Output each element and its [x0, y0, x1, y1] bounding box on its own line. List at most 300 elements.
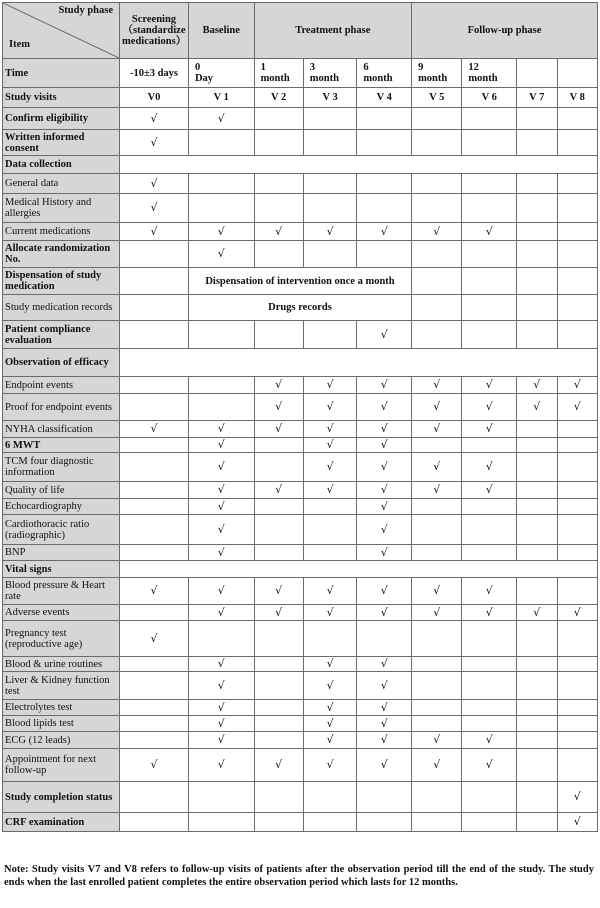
schedule-cell [462, 174, 517, 194]
check-mark-icon: √ [150, 631, 158, 645]
schedule-cell [188, 605, 254, 621]
schedule-cell [120, 672, 189, 700]
row-label: Proof for endpoint events [3, 394, 120, 421]
schedule-row [3, 438, 598, 453]
check-mark-icon: √ [217, 716, 225, 730]
section-blank-cell [120, 349, 598, 377]
schedule-cell [357, 421, 412, 438]
schedule-cell [120, 268, 189, 295]
schedule-cell [357, 130, 412, 156]
row-label: Allocate randomization No. [3, 241, 120, 268]
schedule-cell [462, 268, 517, 295]
schedule-cell [517, 545, 557, 561]
schedule-cell [254, 421, 303, 438]
row-label: Data collection [3, 156, 120, 174]
check-mark-icon: √ [275, 224, 283, 238]
schedule-cell [357, 716, 412, 732]
schedule-cell [357, 782, 412, 813]
row-label: Blood pressure & Heart rate [3, 578, 120, 605]
check-mark-icon: √ [380, 758, 388, 771]
check-mark-icon: √ [380, 716, 388, 730]
schedule-cell [188, 223, 254, 241]
check-mark-icon: √ [380, 499, 388, 513]
check-mark-icon: √ [485, 483, 493, 496]
schedule-cell [357, 321, 412, 349]
check-mark-icon: √ [380, 224, 388, 238]
schedule-cell [120, 377, 189, 394]
check-mark-icon: √ [533, 400, 541, 413]
row-label: Dispensation of study medication [3, 268, 120, 295]
time-cell [462, 59, 517, 88]
schedule-cell [254, 621, 303, 657]
check-mark-icon: √ [326, 700, 334, 714]
schedule-cell [517, 672, 557, 700]
check-mark-icon: √ [380, 733, 388, 746]
check-mark-icon: √ [380, 584, 388, 597]
schedule-cell [517, 515, 557, 545]
check-mark-icon: √ [485, 758, 493, 771]
schedule-cell [517, 499, 557, 515]
schedule-cell [303, 499, 357, 515]
row-label: Patient compliance evaluation [3, 321, 120, 349]
schedule-cell [303, 421, 357, 438]
schedule-cell [254, 578, 303, 605]
row-label: NYHA classification [3, 421, 120, 438]
schedule-cell [412, 174, 462, 194]
schedule-cell [462, 421, 517, 438]
schedule-row [3, 482, 598, 499]
check-mark-icon: √ [217, 758, 225, 771]
schedule-cell [557, 545, 597, 561]
schedule-cell [517, 421, 557, 438]
schedule-cell [188, 515, 254, 545]
check-mark-icon: √ [485, 460, 493, 473]
schedule-cell [303, 672, 357, 700]
schedule-cell [412, 515, 462, 545]
schedule-cell [188, 749, 254, 782]
schedule-cell [412, 545, 462, 561]
schedule-cell [462, 130, 517, 156]
schedule-cell [462, 672, 517, 700]
schedule-cell [254, 605, 303, 621]
schedule-cell [188, 672, 254, 700]
check-mark-icon: √ [217, 678, 225, 692]
check-mark-icon: √ [326, 224, 334, 238]
schedule-cell [412, 672, 462, 700]
schedule-row [3, 241, 598, 268]
schedule-cell [557, 453, 597, 482]
schedule-cell [357, 453, 412, 482]
time-cell [303, 59, 357, 88]
schedule-cell [254, 241, 303, 268]
schedule-cell [517, 453, 557, 482]
row-label: 6 MWT [3, 438, 120, 453]
schedule-cell [254, 672, 303, 700]
schedule-cell [462, 321, 517, 349]
schedule-cell [412, 377, 462, 394]
schedule-row [3, 700, 598, 716]
check-mark-icon: √ [150, 201, 158, 214]
schedule-cell [557, 657, 597, 672]
schedule-cell [188, 174, 254, 194]
schedule-cell [412, 421, 462, 438]
schedule-cell [188, 545, 254, 561]
check-mark-icon: √ [433, 378, 441, 391]
schedule-cell [188, 813, 254, 832]
schedule-cell [188, 377, 254, 394]
check-mark-icon: √ [433, 584, 441, 597]
row-label: Electrolytes test [3, 700, 120, 716]
check-mark-icon: √ [380, 327, 388, 341]
schedule-cell [462, 515, 517, 545]
schedule-row [3, 621, 598, 657]
row-label: Endpoint events [3, 377, 120, 394]
schedule-cell [120, 545, 189, 561]
schedule-cell [188, 732, 254, 749]
followup-phase-header [412, 3, 598, 59]
schedule-cell [188, 241, 254, 268]
row-label: Study completion status [3, 782, 120, 813]
schedule-row [3, 605, 598, 621]
schedule-cell [303, 241, 357, 268]
schedule-cell [517, 438, 557, 453]
schedule-row [3, 156, 598, 174]
schedule-cell [557, 377, 597, 394]
check-mark-icon: √ [485, 584, 493, 597]
schedule-row [3, 108, 598, 130]
schedule-cell [357, 515, 412, 545]
schedule-cell [557, 108, 597, 130]
schedule-row [3, 657, 598, 672]
schedule-cell [462, 749, 517, 782]
row-label: Cardiothoracic ratio (radiographic) [3, 515, 120, 545]
schedule-cell [517, 782, 557, 813]
check-mark-icon: √ [275, 605, 283, 619]
check-mark-icon: √ [573, 605, 581, 619]
schedule-cell [188, 130, 254, 156]
schedule-cell [303, 749, 357, 782]
visit-id: V 3 [322, 92, 338, 103]
schedule-cell [254, 716, 303, 732]
time-cell [120, 59, 189, 88]
schedule-cell [412, 749, 462, 782]
check-mark-icon: √ [380, 460, 388, 473]
header-row [3, 3, 598, 59]
check-mark-icon: √ [380, 378, 388, 391]
check-mark-icon: √ [433, 758, 441, 771]
schedule-cell [120, 223, 189, 241]
schedule-cell [120, 421, 189, 438]
visit-id: V 7 [529, 92, 545, 103]
visit-id-cell [120, 88, 189, 108]
schedule-cell [462, 700, 517, 716]
schedule-cell [517, 749, 557, 782]
schedule-cell [412, 394, 462, 421]
check-mark-icon: √ [485, 400, 493, 413]
row-label: Current medications [3, 223, 120, 241]
schedule-cell [462, 438, 517, 453]
check-mark-icon: √ [380, 678, 388, 692]
schedule-cell [557, 621, 597, 657]
row-label: Pregnancy test (reproductive age) [3, 621, 120, 657]
schedule-cell [462, 813, 517, 832]
row-label: Echocardiography [3, 499, 120, 515]
schedule-cell [517, 130, 557, 156]
schedule-cell [557, 174, 597, 194]
schedule-cell [557, 813, 597, 832]
schedule-cell [120, 732, 189, 749]
schedule-row [3, 349, 598, 377]
schedule-cell [303, 453, 357, 482]
schedule-cell [120, 749, 189, 782]
visit-id-cell [357, 88, 412, 108]
schedule-cell [462, 545, 517, 561]
schedule-cell [462, 194, 517, 223]
schedule-cell [517, 605, 557, 621]
schedule-cell [120, 108, 189, 130]
schedule-cell [357, 194, 412, 223]
time-value: 3 month [309, 62, 339, 84]
schedule-cell [357, 749, 412, 782]
schedule-cell [188, 421, 254, 438]
row-label: General data [3, 174, 120, 194]
schedule-cell [254, 438, 303, 453]
schedule-cell [557, 421, 597, 438]
schedule-cell [412, 657, 462, 672]
check-mark-icon: √ [217, 438, 225, 451]
schedule-cell [188, 700, 254, 716]
schedule-cell [517, 482, 557, 499]
schedule-cell [188, 657, 254, 672]
time-value: -10±3 days [129, 67, 179, 79]
schedule-cell [357, 700, 412, 716]
schedule-cell [517, 268, 557, 295]
schedule-cell [303, 700, 357, 716]
check-mark-icon: √ [326, 716, 334, 730]
schedule-cell [412, 321, 462, 349]
schedule-cell [120, 174, 189, 194]
time-cell [254, 59, 303, 88]
row-label: ECG (12 leads) [3, 732, 120, 749]
schedule-cell [412, 578, 462, 605]
row-label: Study medication records [3, 295, 120, 321]
row-label: Liver & Kidney function test [3, 672, 120, 700]
schedule-cell [303, 377, 357, 394]
visit-id: V 1 [213, 92, 229, 103]
check-mark-icon: √ [326, 657, 334, 670]
schedule-cell [188, 578, 254, 605]
schedule-row [3, 377, 598, 394]
spanning-note-cell [188, 268, 411, 295]
schedule-cell [120, 482, 189, 499]
check-mark-icon: √ [533, 605, 541, 619]
check-mark-icon: √ [275, 584, 283, 597]
header-corner-cell [3, 3, 120, 59]
time-value: 12 month [468, 62, 498, 84]
schedule-cell [120, 813, 189, 832]
time-cell [412, 59, 462, 88]
check-mark-icon: √ [326, 584, 334, 597]
schedule-cell [254, 545, 303, 561]
schedule-cell [517, 194, 557, 223]
schedule-cell [557, 130, 597, 156]
check-mark-icon: √ [217, 605, 225, 619]
spanning-note-cell [188, 295, 411, 321]
schedule-cell [188, 499, 254, 515]
schedule-cell [412, 482, 462, 499]
schedule-cell [517, 716, 557, 732]
schedule-cell [303, 482, 357, 499]
schedule-cell [462, 782, 517, 813]
row-label: Written informed consent [3, 130, 120, 156]
schedule-cell [120, 295, 189, 321]
check-mark-icon: √ [275, 422, 283, 435]
visit-id-cell [412, 88, 462, 108]
schedule-cell [357, 499, 412, 515]
schedule-cell [462, 732, 517, 749]
schedule-cell [517, 295, 557, 321]
schedule-row [3, 732, 598, 749]
schedule-cell [120, 782, 189, 813]
spanning-note-text: Dispensation of intervention once a month [205, 275, 395, 287]
schedule-cell [462, 482, 517, 499]
schedule-cell [517, 813, 557, 832]
schedule-cell [517, 732, 557, 749]
schedule-cell [120, 130, 189, 156]
schedule-cell [357, 545, 412, 561]
schedule-cell [357, 241, 412, 268]
schedule-cell [357, 108, 412, 130]
check-mark-icon: √ [573, 815, 581, 828]
check-mark-icon: √ [217, 111, 225, 125]
schedule-cell [254, 223, 303, 241]
schedule-cell [557, 482, 597, 499]
schedule-cell [188, 716, 254, 732]
schedule-row [3, 672, 598, 700]
schedule-cell [357, 621, 412, 657]
schedule-row [3, 716, 598, 732]
schedule-cell [517, 377, 557, 394]
schedule-cell [303, 223, 357, 241]
schedule-cell [254, 782, 303, 813]
schedule-cell [412, 813, 462, 832]
check-mark-icon: √ [326, 422, 334, 435]
schedule-cell [303, 621, 357, 657]
schedule-cell [462, 377, 517, 394]
schedule-cell [254, 108, 303, 130]
schedule-cell [303, 108, 357, 130]
visit-id: V 5 [429, 92, 445, 103]
schedule-cell [557, 782, 597, 813]
schedule-row [3, 545, 598, 561]
row-label: Observation of efficacy [3, 349, 120, 377]
check-mark-icon: √ [433, 422, 441, 435]
row-label: Adverse events [3, 605, 120, 621]
check-mark-icon: √ [275, 483, 283, 496]
schedule-cell [254, 732, 303, 749]
section-blank-cell [120, 156, 598, 174]
schedule-cell [412, 453, 462, 482]
row-label: Blood lipids test [3, 716, 120, 732]
schedule-cell [120, 657, 189, 672]
schedule-cell [357, 813, 412, 832]
schedule-row [3, 268, 598, 295]
schedule-cell [120, 241, 189, 268]
check-mark-icon: √ [217, 584, 225, 597]
check-mark-icon: √ [485, 605, 493, 619]
schedule-row [3, 130, 598, 156]
schedule-cell [357, 438, 412, 453]
schedule-cell [254, 130, 303, 156]
schedule-cell [254, 194, 303, 223]
row-label: Medical History and allergies [3, 194, 120, 223]
schedule-cell [357, 605, 412, 621]
check-mark-icon: √ [380, 605, 388, 619]
schedule-cell [557, 241, 597, 268]
check-mark-icon: √ [217, 700, 225, 714]
schedule-cell [254, 453, 303, 482]
schedule-cell [462, 621, 517, 657]
check-mark-icon: √ [485, 422, 493, 435]
schedule-cell [412, 241, 462, 268]
schedule-cell [303, 732, 357, 749]
visit-schedule-table [2, 2, 598, 832]
schedule-cell [188, 621, 254, 657]
schedule-cell [254, 321, 303, 349]
screening-header-text: Screening （standardize medications） [122, 14, 187, 47]
row-label: Vital signs [3, 561, 120, 578]
baseline-header [188, 3, 254, 59]
schedule-cell [557, 223, 597, 241]
schedule-cell [120, 499, 189, 515]
schedule-cell [517, 700, 557, 716]
visit-id-cell [557, 88, 597, 108]
time-label: Time [3, 59, 120, 88]
schedule-cell [120, 194, 189, 223]
visit-id-cell [462, 88, 517, 108]
schedule-row [3, 174, 598, 194]
check-mark-icon: √ [150, 584, 158, 597]
row-label: CRF examination [3, 813, 120, 832]
schedule-cell [188, 108, 254, 130]
schedule-cell [120, 515, 189, 545]
schedule-cell [120, 453, 189, 482]
schedule-cell [254, 377, 303, 394]
check-mark-icon: √ [150, 176, 158, 190]
schedule-cell [254, 700, 303, 716]
check-mark-icon: √ [326, 378, 334, 391]
check-mark-icon: √ [433, 605, 441, 619]
schedule-cell [557, 732, 597, 749]
schedule-cell [412, 295, 462, 321]
check-mark-icon: √ [217, 522, 225, 536]
schedule-cell [557, 194, 597, 223]
schedule-cell [557, 605, 597, 621]
visit-id-cell [188, 88, 254, 108]
schedule-cell [357, 482, 412, 499]
schedule-cell [303, 657, 357, 672]
check-mark-icon: √ [573, 378, 581, 391]
time-value: 9 month [418, 62, 448, 84]
schedule-cell [517, 578, 557, 605]
schedule-cell [303, 130, 357, 156]
schedule-cell [412, 782, 462, 813]
time-cell [357, 59, 412, 88]
schedule-cell [303, 438, 357, 453]
check-mark-icon: √ [275, 378, 283, 391]
check-mark-icon: √ [217, 224, 225, 238]
schedule-cell [303, 174, 357, 194]
